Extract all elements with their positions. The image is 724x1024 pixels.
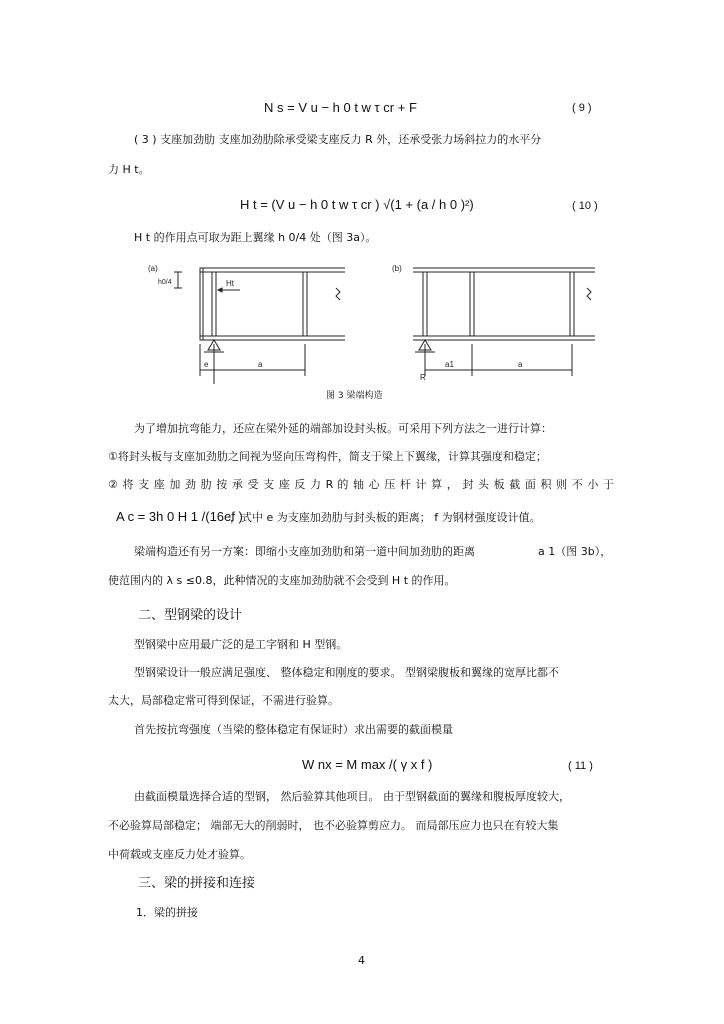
end-plate-line-2: ①将封头板与支座加劲肋之间视为竖向压弯构件，简支于梁上下翼缘，计算其强度和稳定； [108, 450, 547, 463]
end-plate-line-1: 为了增加抗弯能力，还应在梁外延的端部加设封头板。可采用下列方法之一进行计算： [134, 422, 552, 435]
section-2-p2-line-2: 太大，局部稳定常可得到保证，不需进行验算。 [108, 694, 339, 707]
alt-scheme-line-1-tail: a 1（图 3b）， [538, 545, 612, 558]
section-2-p2-line-1: 型钢梁设计一般应满足强度、 整体稳定和刚度的要求。 型钢梁腹板和翼缘的宽厚比都不 [134, 666, 559, 679]
end-plate-line-4: ，式中 e 为支座加劲肋与封头板的距离； f 为钢材强度设计值。 [230, 511, 541, 524]
fig-a-break-mark [336, 288, 340, 300]
fig-a-ht-label: Ht [226, 279, 234, 288]
support-stiffener-line-2: 力 H t。 [108, 163, 150, 176]
fig-b-second-stiffener [570, 272, 574, 336]
fig-b-a-label: a [518, 360, 523, 369]
fig-a-a-label: a [258, 360, 263, 369]
end-plate-line-3: ② 将 支 座 加 劲 肋 按 承 受 支 座 反 力 R 的 轴 心 压 杆 计 算 ， 封 头 板 截 面 积 则 不 小 于 [108, 478, 614, 491]
page-number: 4 [358, 954, 365, 967]
section-select-line-1: 由截面模量选择合适的型钢， 然后验算其他项目。 由于型钢截面的翼缘和腹板厚度较大， [134, 790, 570, 803]
equation-10-number: ( 10 ) [572, 200, 598, 212]
section-2-p1: 型钢梁中应用最广泛的是工字钢和 H 型钢。 [134, 638, 348, 651]
action-point-text: H t 的作用点可取为距上翼缘 h 0/4 处（图 3a）。 [134, 231, 377, 244]
section-3-heading: 三、梁的拼接和连接 [138, 876, 256, 891]
section-select-line-2: 不必验算局部稳定； 端部无大的削弱时， 也不必验算剪应力。 而局部压应力也只在有较大集 [108, 819, 559, 832]
fig-a-support-stiffener [212, 272, 216, 336]
fig-a-h0-label: h0/4 [158, 279, 172, 286]
fig-b-a1-label: a1 [445, 360, 454, 369]
support-stiffener-line-1: ( 3 ) 支座加劲肋 支座加劲肋除承受梁支座反力 R 外，还承受张力场斜拉力的水平分 [134, 133, 542, 146]
section-2-p3: 首先按抗弯强度（当梁的整体稳定有保证时）求出需要的截面模量 [134, 723, 453, 736]
equation-11: W nx = M max /( γ x f ) [302, 757, 433, 772]
equation-11-number: ( 11 ) [568, 760, 593, 772]
fig-a-end-plate [200, 268, 203, 340]
equation-9-number: ( 9 ) [572, 102, 592, 114]
equation-9: N s = V u − h 0 t w τ cr + F [264, 100, 417, 115]
fig-a-ht-arrowhead [218, 288, 222, 292]
section-select-line-3: 中荷载或支座反力处才验算。 [108, 848, 251, 861]
end-plate-formula: A c = 3h 0 H 1 /(16ef ) [116, 509, 243, 524]
equation-10: H t = (V u − h 0 t w τ cr ) √(1 + (a / h 0 )²) [240, 197, 474, 212]
section-2-heading: 二、型钢梁的设计 [138, 608, 243, 623]
fig-label-a: (a) [148, 264, 158, 273]
figure-caption: 图 3 梁端构造 [326, 391, 383, 401]
fig-label-b: (b) [392, 264, 402, 273]
beam-end-figure [140, 258, 610, 386]
alt-scheme-line-2: 使范围内的 λ s ≤0.8，此种情况的支座加劲肋就不会受到 H t 的作用。 [108, 574, 456, 587]
fig-a-e-label: e [204, 360, 209, 369]
fig-b-r-label: R [420, 373, 426, 382]
section-3-sub-1: 1．梁的拼接 [136, 906, 198, 919]
alt-scheme-line-1: 梁端构造还有另一方案：即缩小支座加劲肋和第一道中间加劲肋的距离 [134, 545, 475, 558]
fig-b-support-stiffener [423, 272, 427, 336]
fig-a-intermediate-stiffener [303, 272, 307, 336]
fig-b-first-stiffener [470, 272, 474, 336]
